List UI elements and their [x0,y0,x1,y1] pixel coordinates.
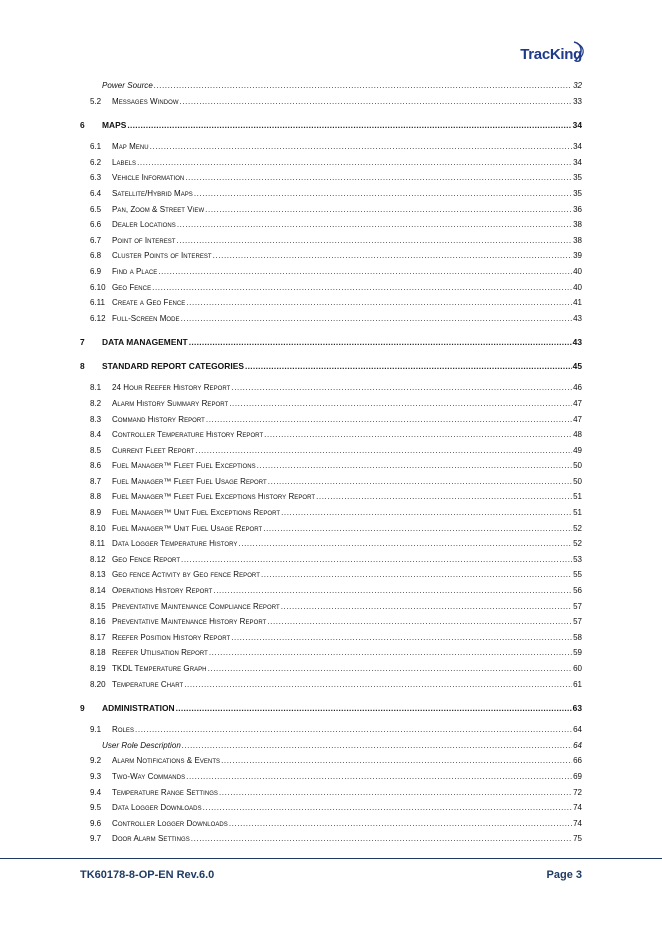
toc-entry[interactable] [80,142,582,158]
toc-leader-dots [135,725,572,734]
toc-entry-title: Create a Geo Fence [112,298,186,308]
toc-entry-number: 5.2 [90,96,102,106]
toc-entry-number: 6.7 [90,235,102,245]
toc-entry-number: 6.10 [90,282,106,292]
toc-entry[interactable] [80,703,582,719]
toc-entry-number: 6.3 [90,173,102,183]
toc-entry-page: 35 [573,173,582,183]
toc-leader-dots [186,298,572,307]
toc-leader-dots [229,399,572,408]
toc-entry-title: Preventative Maintenance Compliance Report [112,601,280,611]
toc-entry[interactable] [80,205,582,221]
toc-entry-number: 6.9 [90,266,102,276]
toc-leader-dots [219,788,572,797]
toc-entry-page: 74 [573,818,582,828]
toc-leader-dots [209,648,572,657]
toc-entry-title: Geo Fence [112,282,152,292]
toc-entry-number: 8 [80,361,85,372]
toc-entry[interactable] [80,741,582,757]
toc-entry[interactable] [80,492,582,508]
toc-entry-page: 52 [573,539,582,549]
toc-entry-page: 74 [573,803,582,813]
toc-entry-title: STANDARD REPORT CATEGORIES [102,361,244,372]
toc-entry-title: Fuel Manager™ Fleet Fuel Usage Report [112,476,267,486]
toc-entry[interactable] [80,283,582,299]
toc-leader-dots [245,361,572,371]
toc-entry-number: 8.3 [90,414,102,424]
toc-leader-dots [189,337,572,347]
toc-entry-title: Geo Fence Report [112,554,181,564]
toc-entry-title: Labels [112,157,137,167]
toc-entry-page: 43 [573,313,582,323]
toc-entry-number: 8.9 [90,508,102,518]
toc-entry-number: 8.5 [90,445,102,455]
toc-leader-dots [268,477,572,486]
toc-entry-title: Fuel Manager™ Fleet Fuel Exceptions History Report [112,492,316,502]
toc-entry-page: 66 [573,756,582,766]
toc-entry-title: Reefer Position History Report [112,632,231,642]
toc-leader-dots [231,383,572,392]
toc-entry-number: 9.1 [90,725,102,735]
toc-entry[interactable] [80,617,582,633]
toc-entry[interactable] [80,524,582,540]
toc-entry[interactable] [80,189,582,205]
toc-leader-dots [176,703,572,713]
toc-entry-page: 47 [573,398,582,408]
toc-entry-page: 34 [573,142,582,152]
toc-entry-page: 34 [572,120,582,131]
toc-entry-title: Satellite/Hybrid Maps [112,188,193,198]
toc-entry-title: Command History Report [112,414,205,424]
toc-entry-title: Alarm History Summary Report [112,398,229,408]
toc-entry-number: 8.7 [90,476,102,486]
toc-entry[interactable] [80,570,582,586]
toc-leader-dots [152,283,572,292]
toc-entry[interactable] [80,251,582,267]
toc-leader-dots [184,680,572,689]
toc-entry[interactable] [80,819,582,835]
toc-entry-title: Point of Interest [112,235,176,245]
toc-entry-title: Roles [112,725,135,735]
toc-entry-number: 8.17 [90,632,106,642]
toc-leader-dots [182,741,572,750]
toc-entry[interactable] [80,430,582,446]
toc-leader-dots [263,524,572,533]
toc-entry-page: 36 [573,204,582,214]
toc-entry-title: Fuel Manager™ Unit Fuel Exceptions Report [112,508,281,518]
toc-entry-page: 40 [573,282,582,292]
toc-entry-page: 63 [572,703,582,714]
toc-entry[interactable] [80,477,582,493]
toc-entry[interactable] [80,772,582,788]
toc-entry-page: 46 [573,383,582,393]
toc-entry-title: Messages Window [112,96,179,106]
toc-entry-title: Dealer Locations [112,220,176,230]
toc-entry-number: 6.12 [90,313,106,323]
toc-entry-number: 6.5 [90,204,102,214]
toc-entry-page: 38 [573,235,582,245]
toc-entry-title: Data Logger Temperature History [112,539,238,549]
toc-entry[interactable] [80,337,582,353]
toc-entry-page: 58 [573,632,582,642]
toc-entry-page: 56 [573,586,582,596]
toc-entry-page: 34 [573,157,582,167]
toc-entry-page: 60 [573,664,582,673]
toc-entry-page: 50 [573,476,582,486]
toc-entry-number: 8.12 [90,554,106,564]
toc-entry-page: 38 [573,220,582,230]
toc-entry-title: DATA MANAGEMENT [102,337,188,348]
toc-leader-dots [181,555,572,564]
toc-leader-dots [181,314,573,323]
toc-entry-number: 8.14 [90,586,106,596]
toc-leader-dots [137,158,572,167]
toc-entry-title: Current Fleet Report [112,445,195,455]
toc-entry[interactable] [80,298,582,314]
toc-entry-page: 53 [573,554,582,564]
toc-entry[interactable] [80,539,582,555]
toc-entry-number: 9.7 [90,834,102,844]
toc-entry-title: User Role Description [102,740,181,750]
footer-divider [0,858,662,859]
toc-leader-dots [177,220,572,229]
toc-entry[interactable] [80,97,582,113]
toc-entry-number: 8.6 [90,461,102,471]
toc-entry-page: 41 [573,298,582,308]
toc-entry[interactable] [80,415,582,431]
toc-entry-page: 48 [573,430,582,440]
toc-leader-dots [180,97,573,106]
toc-entry-page: 49 [573,445,582,455]
toc-entry-title: Map Menu [112,142,149,152]
toc-entry-page: 55 [573,570,582,580]
toc-entry[interactable] [80,834,582,850]
toc-entry-title: Operations History Report [112,586,213,596]
toc-leader-dots [221,756,572,765]
toc-entry[interactable] [80,461,582,477]
toc-entry-number: 8.1 [90,383,102,393]
toc-entry-page: 57 [573,601,582,611]
toc-entry-page: 52 [573,523,582,533]
toc-entry-title: Full-Screen Mode [112,313,180,323]
toc-entry-title: Two-Way Commands [112,771,186,781]
toc-entry[interactable] [80,81,582,97]
toc-leader-dots [208,664,573,673]
toc-entry-page: 64 [573,740,582,750]
toc-entry-number: 6.1 [90,142,102,152]
toc-entry-title: Vehicle Information [112,173,185,183]
footer-page-number: Page 3 [546,869,582,881]
toc-entry-title: TKDL Temperature Graph [112,664,207,673]
toc-leader-dots [281,508,572,517]
toc-entry-page: 61 [573,679,582,689]
toc-entry-title: Fuel Manager™ Unit Fuel Usage Report [112,523,263,533]
toc-entry-page: 51 [573,508,582,518]
toc-entry-number: 8.15 [90,601,106,611]
toc-leader-dots [150,142,572,151]
toc-entry[interactable] [80,725,582,741]
toc-entry-number: 6.6 [90,220,102,230]
toc-entry-number: 8.19 [90,664,106,673]
toc-entry-title: Pan, Zoom & Street View [112,204,205,214]
toc-entry-title: Geo fence Activity by Geo fence Report [112,570,260,580]
toc-entry-title: Preventative Maintenance History Report [112,617,267,627]
toc-entry[interactable] [80,361,582,377]
toc-entry-title: Alarm Notifications & Events [112,756,221,766]
toc-entry-title: Controller Logger Downloads [112,818,228,828]
toc-entry[interactable] [80,648,582,664]
toc-entry[interactable] [80,664,582,680]
toc-entry[interactable] [80,788,582,804]
toc-entry-title: MAPS [102,120,127,131]
toc-entry-page: 59 [573,648,582,658]
toc-entry[interactable] [80,267,582,283]
toc-leader-dots [191,834,572,843]
toc-entry-title: ADMINISTRATION [102,703,175,714]
toc-entry-page: 64 [573,725,582,735]
toc-leader-dots [185,173,572,182]
toc-leader-dots [267,617,572,626]
toc-entry-number: 9.2 [90,756,102,766]
toc-entry-title: Data Logger Downloads [112,803,202,813]
toc-entry-title: Temperature Range Settings [112,787,218,797]
logo-swoosh-icon [572,40,586,62]
toc-entry[interactable] [80,158,582,174]
toc-entry-page: 57 [573,617,582,627]
toc-entry-number: 8.18 [90,648,106,658]
logo-text: TracKing [520,45,582,63]
toc-entry-page: 39 [573,251,582,261]
toc-entry-number: 8.2 [90,398,102,408]
toc-entry[interactable] [80,508,582,524]
toc-entry-number: 9.6 [90,818,102,828]
toc-entry[interactable] [80,680,582,696]
toc-entry[interactable] [80,633,582,649]
toc-entry-number: 6.4 [90,188,102,198]
toc-entry[interactable] [80,586,582,602]
toc-entry-page: 43 [572,337,582,348]
toc-entry-number: 8.10 [90,523,106,533]
toc-leader-dots [127,120,571,130]
toc-leader-dots [186,772,572,781]
toc-entry-number: 9.4 [90,787,102,797]
toc-entry-title: Cluster Points of Interest [112,251,212,261]
toc-leader-dots [257,461,572,470]
toc-entry-number: 8.4 [90,430,102,440]
toc-entry[interactable] [80,236,582,252]
toc-entry-page: 47 [573,414,582,424]
tracking-logo [520,42,582,66]
toc-leader-dots [195,446,572,455]
toc-leader-dots [213,251,572,260]
toc-entry[interactable] [80,383,582,399]
toc-entry-title: Reefer Utilisation Report [112,648,208,658]
toc-entry-number: 8.16 [90,617,106,627]
toc-entry-page: 51 [573,492,582,502]
footer-doc-id: TK60178-8-OP-EN Rev.6.0 [80,869,215,881]
toc-entry[interactable] [80,602,582,618]
toc-entry-number: 9 [80,703,85,714]
toc-entry-page: 45 [572,361,582,372]
toc-entry[interactable] [80,120,582,136]
toc-leader-dots [205,205,572,214]
toc-entry-number: 9.5 [90,803,102,813]
toc-entry-title: 24 Hour Reefer History Report [112,383,231,393]
toc-entry-page: 69 [573,771,582,781]
toc-entry-page: 40 [573,266,582,276]
toc-leader-dots [158,267,572,276]
toc-entry[interactable] [80,803,582,819]
toc-leader-dots [281,602,572,611]
toc-entry-number: 6.11 [90,298,105,308]
toc-leader-dots [316,492,572,501]
table-of-contents [80,81,582,850]
toc-leader-dots [261,570,572,579]
toc-leader-dots [206,415,572,424]
toc-leader-dots [231,633,572,642]
toc-entry-number: 9.3 [90,771,102,781]
toc-entry-number: 8.11 [90,539,105,549]
toc-entry-number: 8.20 [90,679,106,689]
toc-entry[interactable] [80,173,582,189]
toc-entry-title: Controller Temperature History Report [112,430,264,440]
toc-entry-number: 8.8 [90,492,102,502]
toc-entry-page: 72 [573,787,582,797]
toc-entry[interactable] [80,756,582,772]
toc-leader-dots [203,803,572,812]
toc-leader-dots [264,430,572,439]
toc-leader-dots [213,586,572,595]
toc-entry-number: 6 [80,120,85,131]
toc-entry[interactable] [80,399,582,415]
toc-entry[interactable] [80,555,582,571]
toc-entry-title: Power Source [102,81,153,90]
toc-entry-page: 75 [573,834,582,844]
toc-entry-page: 32 [573,81,582,90]
toc-entry[interactable] [80,446,582,462]
toc-entry-number: 8.13 [90,570,106,580]
toc-entry-title: Door Alarm Settings [112,834,190,844]
toc-entry-page: 50 [573,461,582,471]
toc-entry[interactable] [80,314,582,330]
toc-leader-dots [194,189,572,198]
toc-leader-dots [229,819,572,828]
toc-entry-title: Fuel Manager™ Fleet Fuel Exceptions [112,461,256,471]
toc-entry-number: 6.8 [90,251,102,261]
toc-entry[interactable] [80,220,582,236]
toc-entry-title: Find a Place [112,266,158,276]
toc-leader-dots [238,539,572,548]
toc-entry-page: 35 [573,188,582,198]
toc-entry-number: 7 [80,337,85,348]
toc-leader-dots [154,81,572,90]
toc-entry-page: 33 [573,96,582,106]
toc-entry-title: Temperature Chart [112,679,184,689]
toc-entry-number: 6.2 [90,157,102,167]
toc-leader-dots [177,236,573,245]
